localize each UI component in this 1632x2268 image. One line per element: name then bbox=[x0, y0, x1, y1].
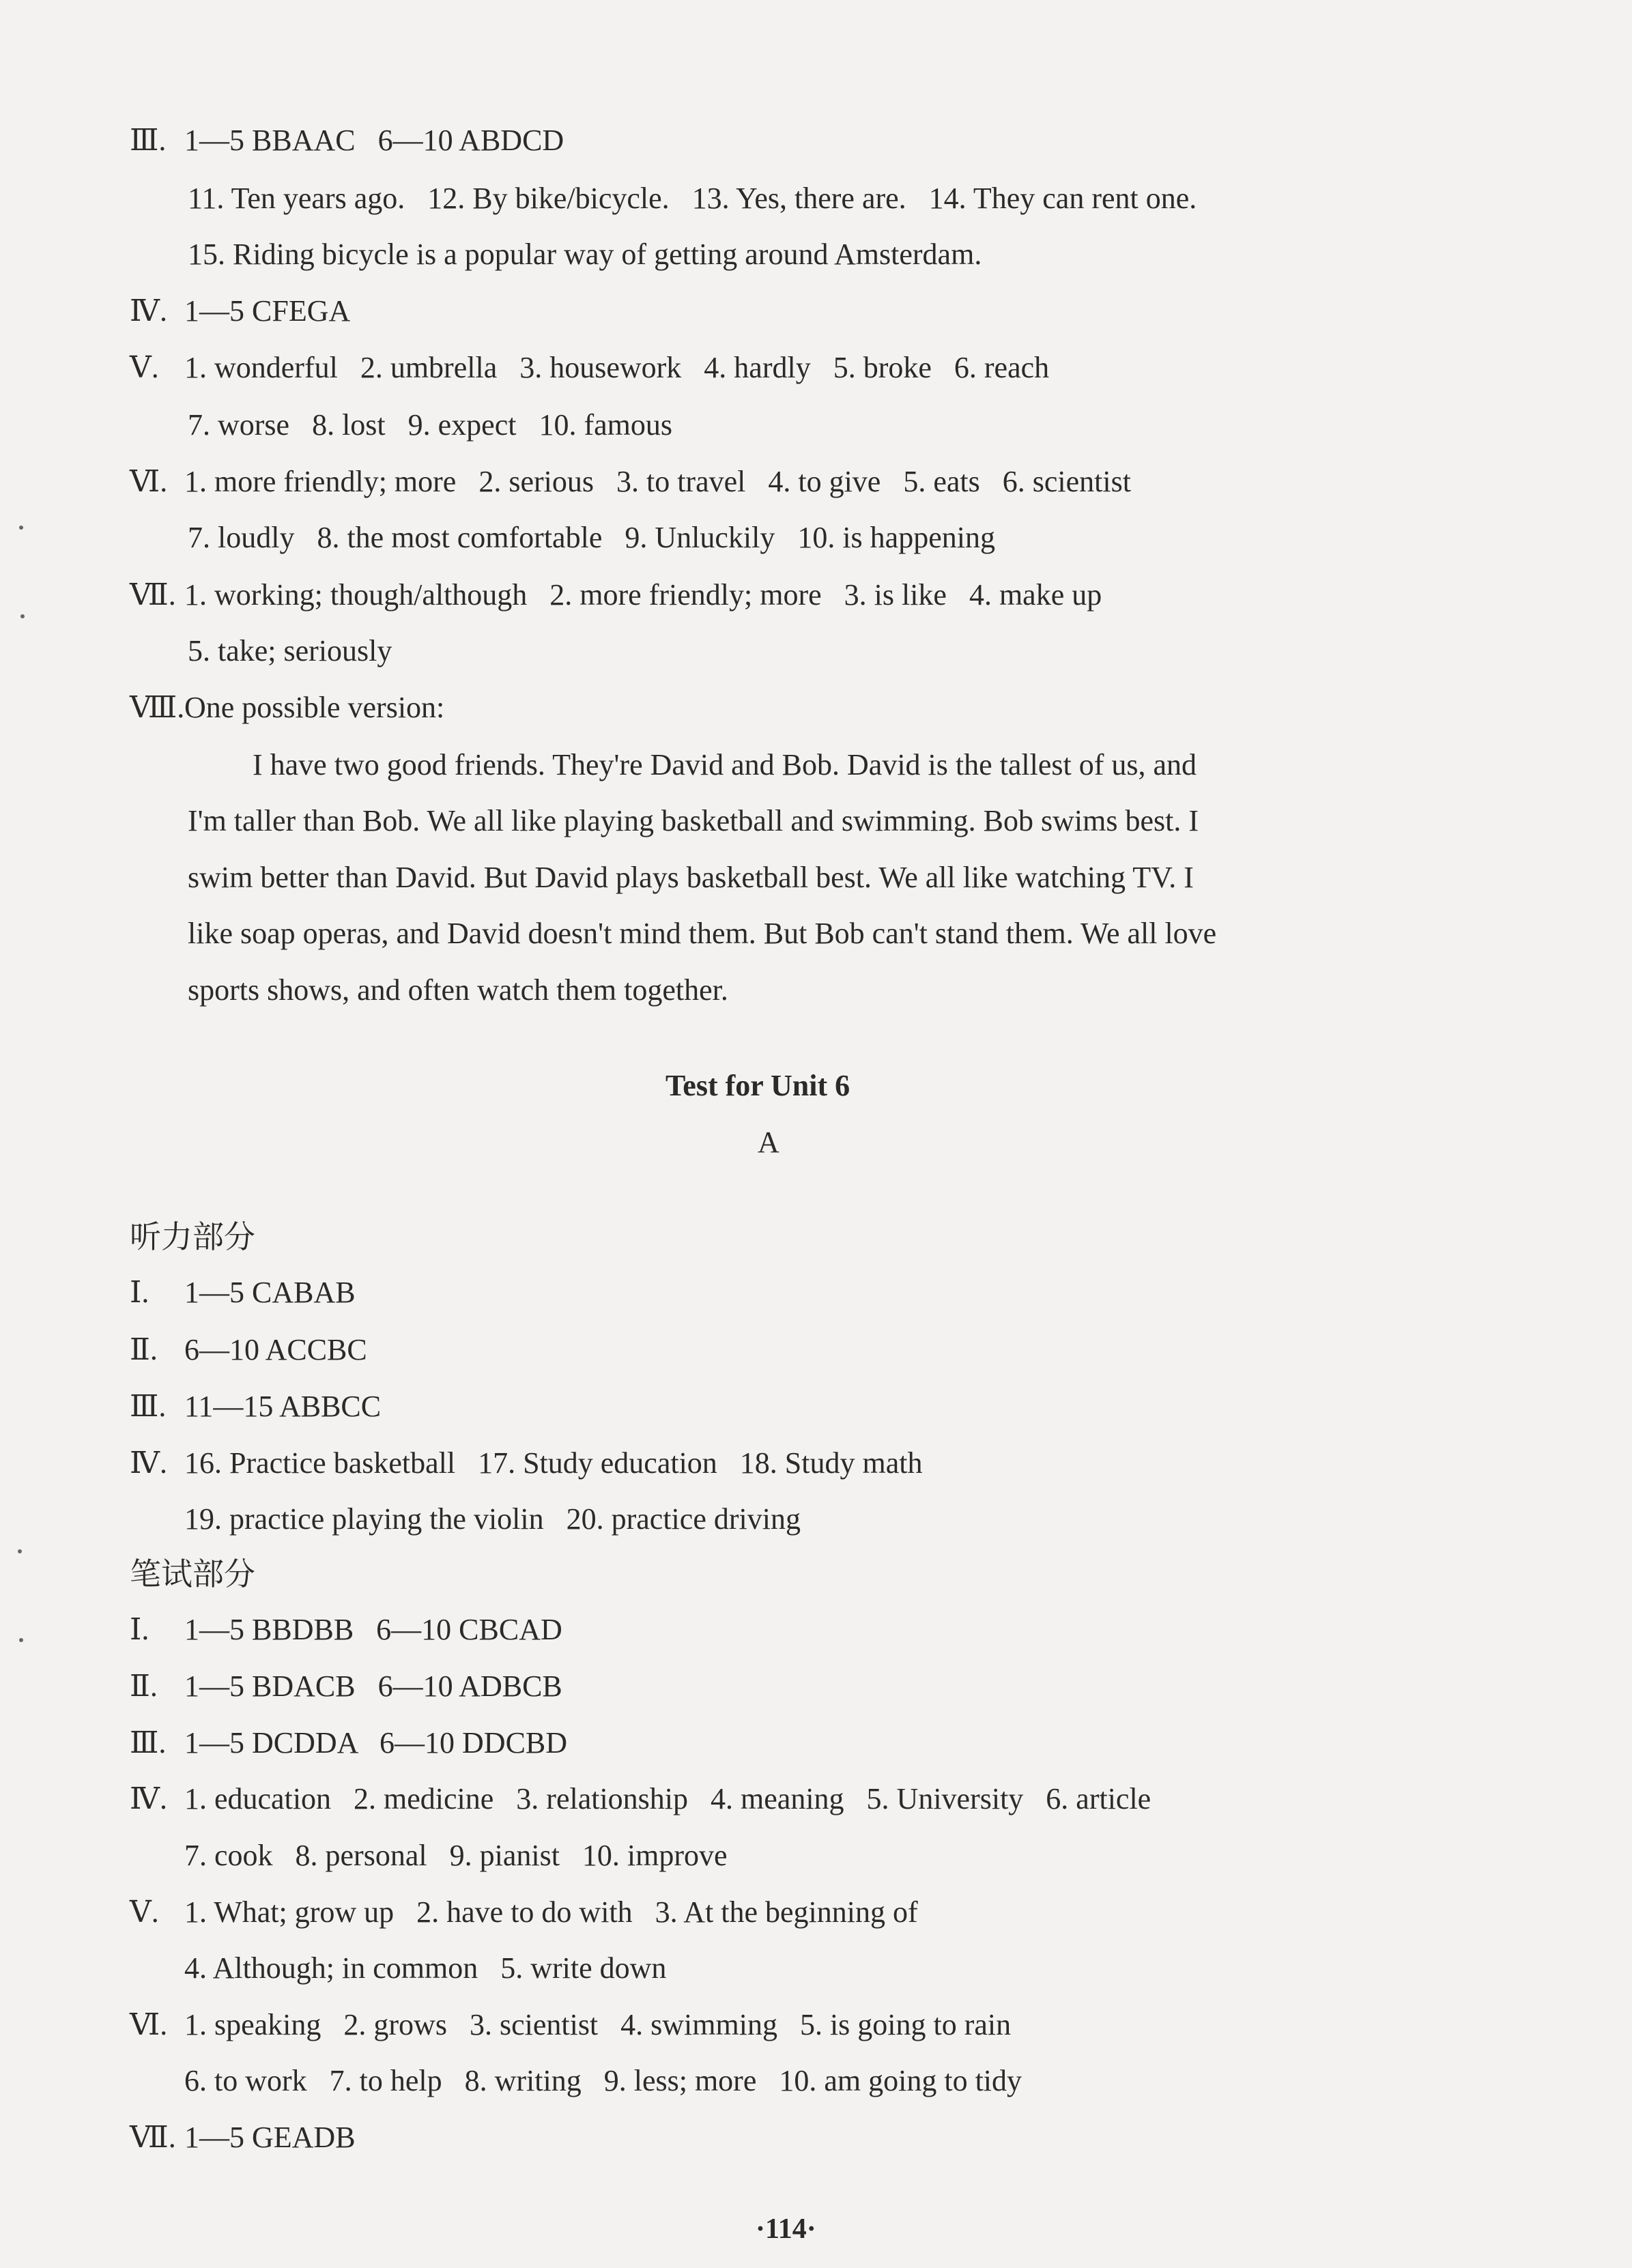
answer-text: 6—10 ACCBC bbox=[184, 1333, 367, 1366]
section-marker: Ⅴ. bbox=[130, 1895, 159, 1929]
answer-text: 1—5 GEADB bbox=[184, 2121, 356, 2154]
test-subtitle: A bbox=[758, 1125, 779, 1159]
written-5-line-2: 4. Although; in common 5. write down bbox=[184, 1951, 667, 1985]
scan-speck bbox=[18, 1549, 22, 1553]
written-3 bbox=[130, 1725, 567, 1761]
essay-line-4: like soap operas, and David doesn't mind them. But Bob can't stand them. We all love bbox=[188, 917, 1217, 950]
listening-4 bbox=[130, 1446, 922, 1481]
written-1 bbox=[130, 1612, 562, 1648]
section-marker: Ⅷ. bbox=[130, 691, 185, 724]
section-marker: Ⅴ. bbox=[130, 351, 159, 384]
section-marker: Ⅰ. bbox=[130, 1613, 149, 1646]
answer-text: 11—15 ABBCC bbox=[184, 1390, 382, 1423]
answer-text: 1. working; though/although 2. more friendly; more 3. is like 4. make up bbox=[184, 578, 1102, 612]
section-marker: Ⅲ. bbox=[130, 1726, 167, 1760]
answer-text: One possible version: bbox=[184, 691, 445, 724]
section-marker: Ⅶ. bbox=[130, 2121, 176, 2154]
section-6-line-1 bbox=[130, 464, 1131, 500]
section-marker: Ⅳ. bbox=[130, 1782, 167, 1815]
section-7-line-2: 5. take; seriously bbox=[188, 634, 392, 668]
essay-line-2: I'm taller than Bob. We all like playing basketball and swimming. Bob swims best. I bbox=[188, 804, 1199, 837]
answer-text: 1—5 BDACB 6—10 ADBCB bbox=[184, 1669, 562, 1703]
test-title: Test for Unit 6 bbox=[665, 1069, 850, 1102]
essay-line-3: swim better than David. But David plays basketball best. We all like watching TV. I bbox=[188, 861, 1194, 894]
section-marker: Ⅶ. bbox=[130, 578, 176, 612]
listening-1 bbox=[130, 1275, 356, 1310]
answer-text: 16. Practice basketball 17. Study education 18. Study math bbox=[184, 1446, 923, 1480]
written-2 bbox=[130, 1669, 562, 1704]
answer-text: 1. more friendly; more 2. serious 3. to travel 4. to give 5. eats 6. scientist bbox=[184, 465, 1131, 498]
written-4-line-2: 7. cook 8. personal 9. pianist 10. improve bbox=[184, 1839, 728, 1872]
page-number: ·114· bbox=[756, 2213, 816, 2245]
written-6-line-2: 6. to work 7. to help 8. writing 9. less; more 10. am going to tidy bbox=[184, 2064, 1022, 2097]
section-8-line-1 bbox=[130, 690, 444, 726]
scan-speck bbox=[19, 526, 23, 530]
section-5-line-2: 7. worse 8. lost 9. expect 10. famous bbox=[188, 408, 672, 442]
section-3-line-2: 11. Ten years ago. 12. By bike/bicycle. 13. Yes, there are. 14. They can rent one. bbox=[188, 182, 1197, 215]
section-marker: Ⅲ. bbox=[130, 124, 167, 157]
section-6-line-2: 7. loudly 8. the most comfortable 9. Unluckily 10. is happening bbox=[188, 521, 995, 554]
written-7 bbox=[130, 2120, 356, 2155]
section-marker: Ⅰ. bbox=[130, 1276, 149, 1309]
section-5-line-1 bbox=[130, 350, 1049, 386]
section-marker: Ⅳ. bbox=[130, 1446, 167, 1480]
answer-text: 1. What; grow up 2. have to do with 3. At the beginning of bbox=[184, 1895, 918, 1929]
written-5 bbox=[130, 1895, 918, 1930]
written-4 bbox=[130, 1781, 1151, 1817]
section-marker: Ⅳ. bbox=[130, 294, 167, 328]
written-6 bbox=[130, 2007, 1011, 2043]
listening-3 bbox=[130, 1389, 381, 1424]
listening-2 bbox=[130, 1332, 367, 1368]
answer-text: 1—5 DCDDA 6—10 DDCBD bbox=[184, 1726, 568, 1760]
listening-heading: 听力部分 bbox=[130, 1218, 255, 1255]
scan-speck bbox=[20, 614, 25, 618]
essay-line-5: sports shows, and often watch them together. bbox=[188, 973, 728, 1007]
section-marker: Ⅵ. bbox=[130, 2008, 168, 2041]
section-7-line-1 bbox=[130, 577, 1102, 613]
answer-text: 1. education 2. medicine 3. relationship 4. meaning 5. University 6. article bbox=[184, 1782, 1151, 1815]
section-4-line-1 bbox=[130, 293, 350, 329]
section-marker: Ⅱ. bbox=[130, 1669, 158, 1703]
section-3-line-3: 15. Riding bicycle is a popular way of getting around Amsterdam. bbox=[188, 238, 982, 271]
section-marker: Ⅱ. bbox=[130, 1333, 158, 1366]
scan-speck bbox=[19, 1638, 23, 1642]
answer-text: 1—5 BBDBB 6—10 CBCAD bbox=[184, 1613, 562, 1646]
written-heading: 笔试部分 bbox=[130, 1555, 255, 1592]
answer-text: 1. wonderful 2. umbrella 3. housework 4. hardly 5. broke 6. reach bbox=[184, 351, 1050, 384]
section-marker: Ⅵ. bbox=[130, 465, 168, 498]
section-3-line-1 bbox=[130, 123, 564, 158]
essay-line-1: I have two good friends. They're David and Bob. David is the tallest of us, and bbox=[253, 748, 1197, 781]
answer-text: 1—5 BBAAC 6—10 ABDCD bbox=[184, 124, 564, 157]
answer-text: 1. speaking 2. grows 3. scientist 4. swimming 5. is going to rain bbox=[184, 2008, 1012, 2041]
answer-text: 1—5 CFEGA bbox=[184, 294, 351, 328]
answer-text: 1—5 CABAB bbox=[184, 1276, 356, 1309]
listening-4-line-2: 19. practice playing the violin 20. practice driving bbox=[184, 1502, 801, 1536]
section-marker: Ⅲ. bbox=[130, 1390, 167, 1423]
